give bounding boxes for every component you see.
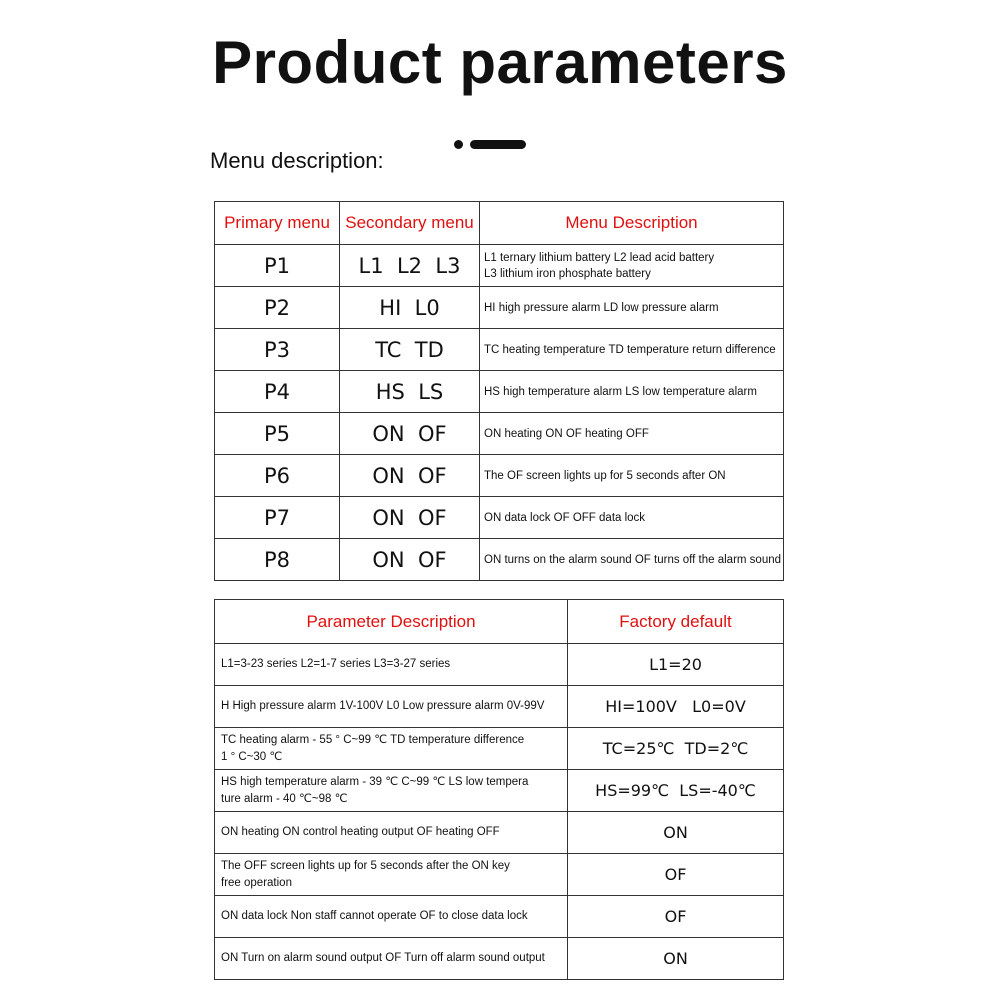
table-row xyxy=(215,770,784,812)
factory-default-cell: OF xyxy=(568,854,784,896)
description-line: L1=3-23 series L2=1-7 series L3=3-27 series xyxy=(221,658,451,670)
decorative-dot xyxy=(454,140,463,149)
table-row xyxy=(215,854,784,896)
parameter-description-cell xyxy=(215,728,568,770)
menu-table xyxy=(214,201,784,581)
primary-menu-cell: P8 xyxy=(215,539,340,581)
menu-description-cell xyxy=(480,455,784,497)
table-row xyxy=(215,896,784,938)
description-line: ON Turn on alarm sound output OF Turn off alarm sound output xyxy=(221,952,545,964)
table-row xyxy=(215,413,784,455)
factory-default-cell: OF xyxy=(568,896,784,938)
parameter-description-cell xyxy=(215,896,568,938)
page-title: Product parameters xyxy=(212,29,788,96)
description-line: H High pressure alarm 1V-100V L0 Low pressure alarm 0V-99V xyxy=(221,700,545,712)
table-row xyxy=(215,455,784,497)
table-row xyxy=(215,812,784,854)
table-row xyxy=(215,644,784,686)
header-factory-default: Factory default xyxy=(568,600,784,644)
primary-menu-cell: P1 xyxy=(215,245,340,287)
description-line: TC heating temperature TD temperature return difference xyxy=(484,343,776,356)
description-line: ON heating ON OF heating OFF xyxy=(484,427,649,440)
parameter-description-cell xyxy=(215,938,568,980)
parameter-description-cell xyxy=(215,812,568,854)
table-row xyxy=(215,245,784,287)
table-row xyxy=(215,728,784,770)
header-secondary-menu: Secondary menu xyxy=(340,202,480,245)
menu-description-cell xyxy=(480,287,784,329)
table-row xyxy=(215,686,784,728)
factory-default-cell: TC=25℃ TD=2℃ xyxy=(568,728,784,770)
primary-menu-cell: P6 xyxy=(215,455,340,497)
description-line: The OFF screen lights up for 5 seconds after the ON key xyxy=(221,859,510,872)
factory-default-cell: ON xyxy=(568,938,784,980)
table-row xyxy=(215,287,784,329)
parameter-description-cell xyxy=(215,644,568,686)
factory-default-cell: HI=100V L0=0V xyxy=(568,686,784,728)
parameter-description-cell xyxy=(215,854,568,896)
description-line: 1 ° C~30 ℃ xyxy=(221,750,283,763)
parameter-description-cell xyxy=(215,770,568,812)
menu-description-cell xyxy=(480,245,784,287)
table-row xyxy=(215,329,784,371)
description-line: free operation xyxy=(221,876,292,889)
header-primary-menu: Primary menu xyxy=(215,202,340,245)
description-line: ON heating ON control heating output OF heating OFF xyxy=(221,826,500,838)
secondary-menu-cell: ON OF xyxy=(340,413,480,455)
table-row xyxy=(215,938,784,980)
secondary-menu-cell: L1 L2 L3 xyxy=(340,245,480,287)
description-line: ON data lock Non staff cannot operate OF to close data lock xyxy=(221,910,528,922)
description-line: HS high temperature alarm LS low temperature alarm xyxy=(484,385,757,398)
parameter-description-cell xyxy=(215,686,568,728)
menu-table-header-row xyxy=(215,202,784,245)
header-menu-description: Menu Description xyxy=(480,202,784,245)
secondary-menu-cell: HS LS xyxy=(340,371,480,413)
description-line: The OF screen lights up for 5 seconds after ON xyxy=(484,469,726,482)
header-parameter-description: Parameter Description xyxy=(215,600,568,644)
menu-description-cell xyxy=(480,413,784,455)
description-line: L3 lithium iron phosphate battery xyxy=(484,267,651,280)
description-line: HI high pressure alarm LD low pressure alarm xyxy=(484,301,719,314)
description-line: HS high temperature alarm - 39 ℃ C~99 ℃ LS low tempera xyxy=(221,775,529,788)
secondary-menu-cell: ON OF xyxy=(340,455,480,497)
description-line: TC heating alarm - 55 ° C~99 ℃ TD temperature difference xyxy=(221,733,525,746)
decorative-bar xyxy=(470,140,526,149)
primary-menu-cell: P2 xyxy=(215,287,340,329)
table-row xyxy=(215,497,784,539)
secondary-menu-cell: ON OF xyxy=(340,497,480,539)
primary-menu-cell: P5 xyxy=(215,413,340,455)
menu-description-cell xyxy=(480,371,784,413)
menu-description-cell xyxy=(480,329,784,371)
description-line: L1 ternary lithium battery L2 lead acid battery xyxy=(484,251,715,264)
parameter-table-header-row xyxy=(215,600,784,644)
description-line: ON turns on the alarm sound OF turns off the alarm sound xyxy=(484,553,782,566)
description-line: ON data lock OF OFF data lock xyxy=(484,511,646,524)
parameter-table xyxy=(214,599,784,980)
table-row xyxy=(215,371,784,413)
section-label: Menu description: xyxy=(210,148,384,173)
secondary-menu-cell: TC TD xyxy=(340,329,480,371)
primary-menu-cell: P4 xyxy=(215,371,340,413)
menu-description-cell xyxy=(480,497,784,539)
description-line: ture alarm - 40 ℃~98 ℃ xyxy=(221,792,348,805)
menu-description-cell xyxy=(480,539,784,581)
factory-default-cell: ON xyxy=(568,812,784,854)
factory-default-cell: L1=20 xyxy=(568,644,784,686)
secondary-menu-cell: ON OF xyxy=(340,539,480,581)
factory-default-cell: HS=99℃ LS=-40℃ xyxy=(568,770,784,812)
primary-menu-cell: P7 xyxy=(215,497,340,539)
primary-menu-cell: P3 xyxy=(215,329,340,371)
table-row xyxy=(215,539,784,581)
secondary-menu-cell: HI L0 xyxy=(340,287,480,329)
